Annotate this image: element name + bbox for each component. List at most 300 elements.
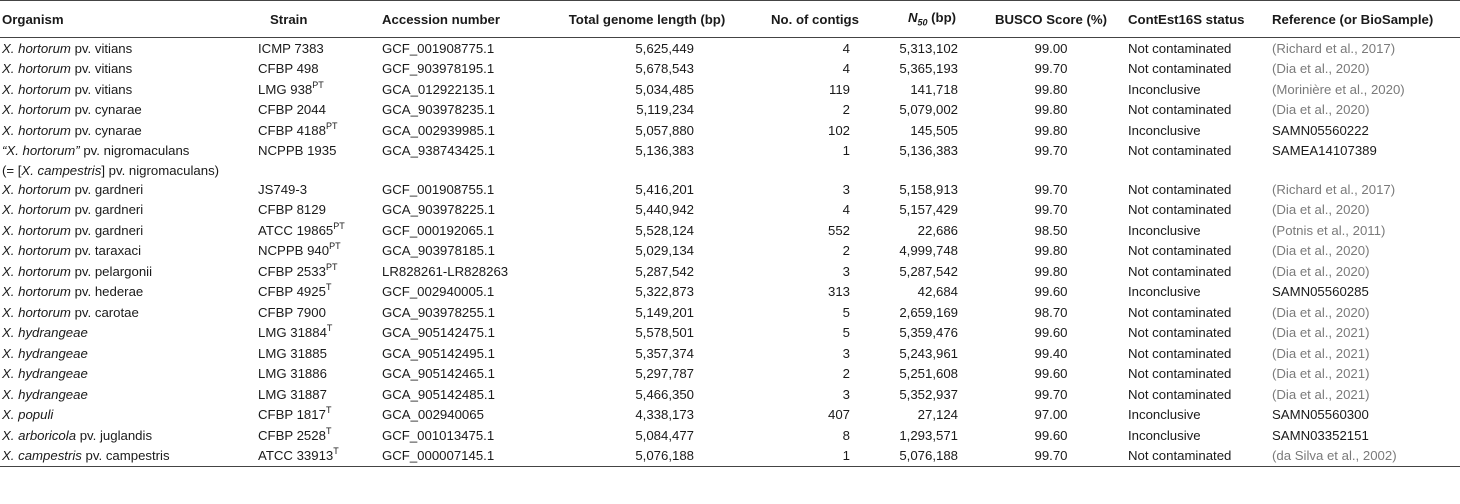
cell-n50: 22,686 xyxy=(917,222,958,238)
cell-n50: 1,293,571 xyxy=(899,427,958,443)
reference-citation-link[interactable]: (Dia et al., 2020) xyxy=(1272,61,1370,77)
strain-type-marker: PT xyxy=(333,220,345,231)
cell-n50: 5,157,429 xyxy=(899,202,958,218)
cell-reference-link[interactable] xyxy=(1264,302,1460,323)
organism-pathovar: pv. cynarae xyxy=(70,102,142,118)
table-row xyxy=(0,384,1460,405)
cell-genome-length: 5,084,477 xyxy=(635,427,694,443)
organism-genus: X. hortorum xyxy=(2,40,71,56)
reference-citation-link[interactable]: (Dia et al., 2020) xyxy=(1272,243,1370,259)
cell-n50: 5,313,102 xyxy=(899,40,958,56)
table-row xyxy=(0,120,1460,141)
table-row xyxy=(0,100,1460,121)
cell-organism xyxy=(0,302,228,323)
cell-contigs: 3 xyxy=(842,263,850,279)
cell-n50: 5,352,937 xyxy=(899,386,958,402)
synonym-suffix: ] pv. nigromaculans) xyxy=(101,162,220,178)
cell-reference-link[interactable] xyxy=(1264,100,1460,121)
reference-citation-link[interactable]: (Dia et al., 2021) xyxy=(1272,386,1370,402)
cell-contigs: 2 xyxy=(842,243,850,259)
cell-busco: 99.80 xyxy=(1034,102,1068,118)
table-row xyxy=(0,220,1460,241)
cell-reference-link[interactable] xyxy=(1264,59,1460,80)
cell-strain xyxy=(228,38,358,59)
cell-contest-status: Not contaminated xyxy=(1128,143,1232,159)
organism-genus: X. hortorum xyxy=(2,61,71,77)
cell-reference xyxy=(1264,120,1460,141)
strain-type-marker: PT xyxy=(312,79,324,90)
header-n50-letter: N xyxy=(907,10,918,26)
cell-genome-length: 5,528,124 xyxy=(635,222,694,238)
table-row xyxy=(0,364,1460,385)
cell-busco: 99.60 xyxy=(1034,284,1068,300)
reference-citation-link[interactable]: (Dia et al., 2020) xyxy=(1272,304,1370,320)
cell-n50: 5,243,961 xyxy=(899,345,958,361)
cell-contigs: 5 xyxy=(842,325,850,341)
synonym-prefix: (= [ xyxy=(2,162,22,178)
cell-n50: 5,079,002 xyxy=(899,102,958,118)
cell-accession: GCA_002940065 xyxy=(382,407,484,423)
cell-genome-length: 5,625,449 xyxy=(635,40,694,56)
empty-cell xyxy=(876,161,988,179)
strain-name: CFBP 7900 xyxy=(258,304,326,320)
cell-n50: 5,251,608 xyxy=(899,366,958,382)
organism-genus: X. hortorum xyxy=(2,222,71,238)
strain-name: CFBP 2533 xyxy=(258,263,326,279)
table-row xyxy=(0,59,1460,80)
cell-strain xyxy=(228,79,358,100)
cell-contest-status: Inconclusive xyxy=(1128,222,1201,238)
cell-reference-link[interactable] xyxy=(1264,384,1460,405)
cell-busco: 99.80 xyxy=(1034,122,1068,138)
cell-contigs: 3 xyxy=(842,345,850,361)
header-organism: Organism xyxy=(0,1,228,38)
strain-name: LMG 31885 xyxy=(258,345,327,361)
header-genome-length: Total genome length (bp) xyxy=(540,1,754,38)
cell-busco: 99.80 xyxy=(1034,243,1068,259)
cell-organism xyxy=(0,100,228,121)
cell-genome-length: 5,357,374 xyxy=(635,345,694,361)
cell-accession: GCF_001908775.1 xyxy=(382,40,495,56)
organism-genus: X. hortorum xyxy=(2,122,71,138)
table-row xyxy=(0,302,1460,323)
table-row xyxy=(0,343,1460,364)
reference-citation-link[interactable]: (Dia et al., 2020) xyxy=(1272,102,1370,118)
table-row-continuation xyxy=(0,161,1460,179)
table-row xyxy=(0,79,1460,100)
strain-name: CFBP 2528 xyxy=(258,427,326,443)
reference-biosample: SAMN05560222 xyxy=(1272,122,1369,138)
cell-genome-length: 5,029,134 xyxy=(635,243,694,259)
cell-organism xyxy=(0,59,228,80)
strain-name: CFBP 498 xyxy=(258,61,319,77)
table-row xyxy=(0,38,1460,59)
cell-organism xyxy=(0,179,228,200)
reference-biosample: SAMN03352151 xyxy=(1272,427,1369,443)
organism-pathovar: pv. carotae xyxy=(70,304,139,320)
cell-strain xyxy=(228,141,358,162)
cell-n50: 5,158,913 xyxy=(899,181,958,197)
cell-accession: GCF_001013475.1 xyxy=(382,427,495,443)
table-row xyxy=(0,261,1460,282)
table-row xyxy=(0,200,1460,221)
organism-pathovar: pv. hederae xyxy=(70,284,144,300)
cell-contest-status: Not contaminated xyxy=(1128,304,1232,320)
cell-genome-length: 5,136,383 xyxy=(635,143,694,159)
cell-reference-link[interactable] xyxy=(1264,200,1460,221)
cell-reference xyxy=(1264,141,1460,162)
organism-genus: X. populi xyxy=(2,407,54,423)
cell-reference-link[interactable] xyxy=(1264,323,1460,344)
organism-pathovar: pv. vitians xyxy=(70,40,133,56)
reference-citation-link[interactable]: (Dia et al., 2020) xyxy=(1272,202,1370,218)
cell-genome-length: 4,338,173 xyxy=(635,407,694,423)
reference-citation-link[interactable]: (Dia et al., 2021) xyxy=(1272,345,1370,361)
cell-strain xyxy=(228,200,358,221)
cell-contigs: 1 xyxy=(754,446,876,467)
cell-contigs: 552 xyxy=(827,222,850,238)
table-row xyxy=(0,323,1460,344)
empty-cell xyxy=(358,161,540,179)
strain-name: ATCC 19865 xyxy=(258,222,334,238)
reference-citation-link[interactable]: (Dia et al., 2021) xyxy=(1272,366,1370,382)
cell-strain xyxy=(228,364,358,385)
header-accession: Accession number xyxy=(358,1,540,38)
cell-reference xyxy=(1264,425,1460,446)
cell-contest-status: Not contaminated xyxy=(1114,446,1264,467)
strain-type-marker: T xyxy=(325,425,332,436)
cell-organism xyxy=(0,364,228,385)
cell-accession: GCA_903978185.1 xyxy=(382,243,495,259)
cell-accession: GCF_000007145.1 xyxy=(358,446,540,467)
cell-strain xyxy=(228,405,358,426)
organism-pathovar: pv. nigromaculans xyxy=(79,143,190,159)
cell-n50: 5,136,383 xyxy=(899,143,958,159)
organism-genus: X. hortorum xyxy=(2,243,71,259)
strain-name: LMG 31886 xyxy=(258,366,327,382)
cell-accession: GCA_905142475.1 xyxy=(382,325,495,341)
table-row xyxy=(0,141,1460,162)
strain-name: ATCC 33913 xyxy=(258,448,334,464)
cell-genome-length: 5,057,880 xyxy=(635,122,694,138)
cell-reference-link[interactable] xyxy=(1264,220,1460,241)
header-n50-subscript: 50 xyxy=(917,17,928,28)
header-reference: Reference (or BioSample) xyxy=(1264,1,1460,38)
cell-organism xyxy=(0,141,228,162)
cell-contest-status: Not contaminated xyxy=(1128,345,1232,361)
cell-busco: 99.70 xyxy=(1034,143,1068,159)
cell-organism xyxy=(0,405,228,426)
cell-contigs: 4 xyxy=(842,40,850,56)
cell-n50: 4,999,748 xyxy=(899,243,958,259)
organism-genus: X. hydrangeae xyxy=(2,366,88,382)
cell-accession: GCA_905142495.1 xyxy=(382,345,495,361)
cell-busco: 99.60 xyxy=(1034,427,1068,443)
cell-contest-status: Not contaminated xyxy=(1128,102,1232,118)
cell-genome-length: 5,578,501 xyxy=(635,325,694,341)
organism-genus: X. campestris xyxy=(2,448,82,464)
table-body xyxy=(0,38,1460,467)
cell-strain xyxy=(228,59,358,80)
strain-type-marker: T xyxy=(325,282,332,293)
reference-biosample: SAMN05560285 xyxy=(1272,284,1369,300)
header-contigs: No. of contigs xyxy=(754,1,876,38)
cell-organism xyxy=(0,446,228,467)
cell-organism xyxy=(0,200,228,221)
organism-pathovar: pv. cynarae xyxy=(70,122,142,138)
strain-name: LMG 31887 xyxy=(258,386,327,402)
cell-reference-link[interactable] xyxy=(1264,179,1460,200)
cell-accession: GCA_938743425.1 xyxy=(382,143,495,159)
strain-type-marker: T xyxy=(326,323,333,334)
organism-genus: X. hortorum xyxy=(2,102,71,118)
table-row xyxy=(0,405,1460,426)
reference-citation-link[interactable]: (Richard et al., 2017) xyxy=(1272,181,1396,197)
cell-contest-status: Not contaminated xyxy=(1128,40,1232,56)
organism-genus: “X. hortorum” xyxy=(2,143,80,159)
organism-genus: X. arboricola xyxy=(2,427,77,443)
cell-contigs: 4 xyxy=(842,202,850,218)
cell-accession: GCA_903978255.1 xyxy=(382,304,495,320)
cell-contest-status: Not contaminated xyxy=(1128,325,1232,341)
cell-organism xyxy=(0,425,228,446)
reference-citation-link[interactable]: (Dia et al., 2021) xyxy=(1272,325,1370,341)
cell-contigs: 2 xyxy=(842,366,850,382)
reference-biosample: SAMN05560300 xyxy=(1272,407,1369,423)
cell-organism xyxy=(0,79,228,100)
cell-organism xyxy=(0,323,228,344)
cell-accession: LR828261-LR828263 xyxy=(382,263,509,279)
cell-contest-status: Inconclusive xyxy=(1128,81,1201,97)
cell-contigs: 5 xyxy=(842,304,850,320)
organism-pathovar: pv. campestris xyxy=(81,448,170,464)
cell-organism xyxy=(0,343,228,364)
cell-reference-link[interactable] xyxy=(1264,446,1460,467)
cell-busco: 99.70 xyxy=(1034,61,1068,77)
cell-n50: 42,684 xyxy=(917,284,958,300)
cell-busco: 99.60 xyxy=(1034,366,1068,382)
cell-strain xyxy=(228,302,358,323)
strain-type-marker: PT xyxy=(325,261,338,272)
cell-accession: GCF_001908755.1 xyxy=(382,181,495,197)
table-row xyxy=(0,179,1460,200)
organism-synonym xyxy=(0,161,228,179)
cell-contest-status: Not contaminated xyxy=(1128,386,1232,402)
cell-strain xyxy=(228,446,358,467)
cell-busco: 99.70 xyxy=(988,446,1114,467)
organism-genus: X. hydrangeae xyxy=(2,325,88,341)
cell-contigs: 313 xyxy=(827,284,850,300)
strain-name: LMG 31884 xyxy=(258,325,327,341)
cell-genome-length: 5,322,873 xyxy=(635,284,694,300)
cell-reference-link[interactable] xyxy=(1264,241,1460,262)
header-n50-unit: (bp) xyxy=(927,10,957,26)
strain-name: ICMP 7383 xyxy=(258,40,324,56)
cell-contigs: 1 xyxy=(842,143,850,159)
cell-contest-status: Inconclusive xyxy=(1128,122,1201,138)
organism-pathovar: pv. pelargonii xyxy=(70,263,153,279)
cell-contest-status: Inconclusive xyxy=(1128,284,1201,300)
empty-cell xyxy=(988,161,1114,179)
cell-contigs: 3 xyxy=(842,181,850,197)
reference-biosample: SAMEA14107389 xyxy=(1272,143,1377,159)
reference-citation-link[interactable]: (Richard et al., 2017) xyxy=(1272,40,1396,56)
cell-strain xyxy=(228,384,358,405)
cell-contest-status: Inconclusive xyxy=(1128,427,1201,443)
cell-contest-status: Not contaminated xyxy=(1128,202,1232,218)
strain-name: NCPPB 1935 xyxy=(258,143,337,159)
cell-organism xyxy=(0,261,228,282)
empty-cell xyxy=(1114,161,1264,179)
strain-type-marker: PT xyxy=(325,120,338,131)
empty-cell xyxy=(228,161,358,179)
cell-n50: 5,359,476 xyxy=(899,325,958,341)
header-busco: BUSCO Score (%) xyxy=(988,1,1114,38)
reference-citation-link[interactable]: (da Silva et al., 2002) xyxy=(1272,448,1397,464)
strain-name: NCPPB 940 xyxy=(258,243,330,259)
cell-organism xyxy=(0,120,228,141)
cell-strain xyxy=(228,120,358,141)
table-row xyxy=(0,241,1460,262)
strain-name: CFBP 4188 xyxy=(258,122,326,138)
cell-accession: GCA_905142465.1 xyxy=(382,366,495,382)
cell-n50: 2,659,169 xyxy=(899,304,958,320)
cell-accession: GCF_002940005.1 xyxy=(382,284,495,300)
cell-n50: 141,718 xyxy=(910,81,958,97)
cell-organism xyxy=(0,38,228,59)
cell-contest-status: Inconclusive xyxy=(1128,407,1201,423)
cell-strain xyxy=(228,261,358,282)
organism-pathovar: pv. gardneri xyxy=(70,222,144,238)
cell-n50: 27,124 xyxy=(917,407,958,423)
cell-accession: GCF_903978195.1 xyxy=(382,61,495,77)
header-contest: ContEst16S status xyxy=(1114,1,1264,38)
header-strain: Strain xyxy=(228,1,358,38)
cell-accession: GCF_000192065.1 xyxy=(382,222,495,238)
cell-busco: 98.70 xyxy=(1034,304,1068,320)
cell-busco: 99.80 xyxy=(1034,81,1068,97)
cell-organism xyxy=(0,241,228,262)
cell-contest-status: Not contaminated xyxy=(1128,181,1232,197)
cell-contigs: 8 xyxy=(842,427,850,443)
cell-strain xyxy=(228,343,358,364)
cell-reference-link[interactable] xyxy=(1264,364,1460,385)
organism-genus: X. hortorum xyxy=(2,284,71,300)
table-row xyxy=(0,446,1460,467)
cell-contigs: 4 xyxy=(842,61,850,77)
cell-accession: GCA_903978225.1 xyxy=(382,202,495,218)
cell-busco: 99.60 xyxy=(1034,325,1068,341)
cell-reference-link[interactable] xyxy=(1264,38,1460,59)
cell-reference-link[interactable] xyxy=(1264,343,1460,364)
strain-name: JS749-3 xyxy=(258,181,308,197)
reference-citation-link[interactable]: (Potnis et al., 2011) xyxy=(1272,222,1386,238)
empty-cell xyxy=(540,161,754,179)
strain-name: CFBP 1817 xyxy=(258,407,326,423)
cell-contigs: 407 xyxy=(827,407,850,423)
table-row xyxy=(0,425,1460,446)
cell-accession: GCA_903978235.1 xyxy=(382,102,495,118)
reference-citation-link[interactable]: (Morinière et al., 2020) xyxy=(1272,81,1405,97)
header-row xyxy=(0,1,1460,38)
cell-busco: 98.50 xyxy=(1034,222,1068,238)
cell-busco: 99.40 xyxy=(1034,345,1068,361)
cell-n50: 5,365,193 xyxy=(899,61,958,77)
synonym-genus: X. campestris xyxy=(21,162,102,178)
organism-genus: X. hortorum xyxy=(2,202,71,218)
cell-genome-length: 5,287,542 xyxy=(635,263,694,279)
cell-busco: 99.00 xyxy=(1034,40,1068,56)
cell-reference-link[interactable] xyxy=(1264,261,1460,282)
cell-strain xyxy=(228,425,358,446)
cell-organism xyxy=(0,282,228,303)
organism-pathovar: pv. vitians xyxy=(70,81,133,97)
cell-organism xyxy=(0,384,228,405)
cell-genome-length: 5,034,485 xyxy=(635,81,694,97)
cell-reference xyxy=(1264,405,1460,426)
empty-cell xyxy=(1264,161,1460,179)
cell-organism xyxy=(0,220,228,241)
cell-strain xyxy=(228,241,358,262)
cell-strain xyxy=(228,100,358,121)
organism-genus: X. hortorum xyxy=(2,263,71,279)
cell-strain xyxy=(228,323,358,344)
cell-contigs: 3 xyxy=(842,386,850,402)
cell-busco: 99.70 xyxy=(1034,202,1068,218)
empty-cell xyxy=(754,161,876,179)
organism-pathovar: pv. juglandis xyxy=(76,427,153,443)
cell-genome-length: 5,440,942 xyxy=(635,202,694,218)
cell-contest-status: Not contaminated xyxy=(1128,243,1232,259)
header-n50 xyxy=(876,1,988,38)
organism-genus: X. hortorum xyxy=(2,181,71,197)
strain-name: CFBP 4925 xyxy=(258,284,326,300)
table-row xyxy=(0,282,1460,303)
cell-contest-status: Not contaminated xyxy=(1128,61,1232,77)
strain-name: CFBP 2044 xyxy=(258,102,326,118)
organism-genus: X. hortorum xyxy=(2,304,71,320)
cell-busco: 99.80 xyxy=(1034,263,1068,279)
cell-genome-length: 5,416,201 xyxy=(635,181,694,197)
cell-genome-length: 5,678,543 xyxy=(635,61,694,77)
cell-contest-status: Not contaminated xyxy=(1128,366,1232,382)
organism-pathovar: pv. taraxaci xyxy=(70,243,142,259)
cell-n50: 5,076,188 xyxy=(876,446,988,467)
cell-reference xyxy=(1264,282,1460,303)
organism-genus: X. hortorum xyxy=(2,81,71,97)
organism-pathovar: pv. gardneri xyxy=(70,202,144,218)
cell-busco: 97.00 xyxy=(1034,407,1068,423)
cell-contest-status: Not contaminated xyxy=(1128,263,1232,279)
cell-contigs: 2 xyxy=(842,102,850,118)
organism-genus: X. hydrangeae xyxy=(2,386,88,402)
cell-genome-length: 5,466,350 xyxy=(635,386,694,402)
cell-contigs: 102 xyxy=(827,122,850,138)
strain-name: CFBP 8129 xyxy=(258,202,326,218)
cell-n50: 5,287,542 xyxy=(899,263,958,279)
cell-n50: 145,505 xyxy=(910,122,958,138)
cell-accession: GCA_002939985.1 xyxy=(382,122,495,138)
cell-genome-length: 5,076,188 xyxy=(540,446,754,467)
cell-genome-length: 5,297,787 xyxy=(635,366,694,382)
cell-strain xyxy=(228,282,358,303)
organism-pathovar: pv. vitians xyxy=(70,61,133,77)
reference-citation-link[interactable]: (Dia et al., 2020) xyxy=(1272,263,1370,279)
cell-strain xyxy=(228,220,358,241)
strain-type-marker: PT xyxy=(329,241,341,252)
cell-accession: GCA_905142485.1 xyxy=(382,386,495,402)
cell-reference-link[interactable] xyxy=(1264,79,1460,100)
